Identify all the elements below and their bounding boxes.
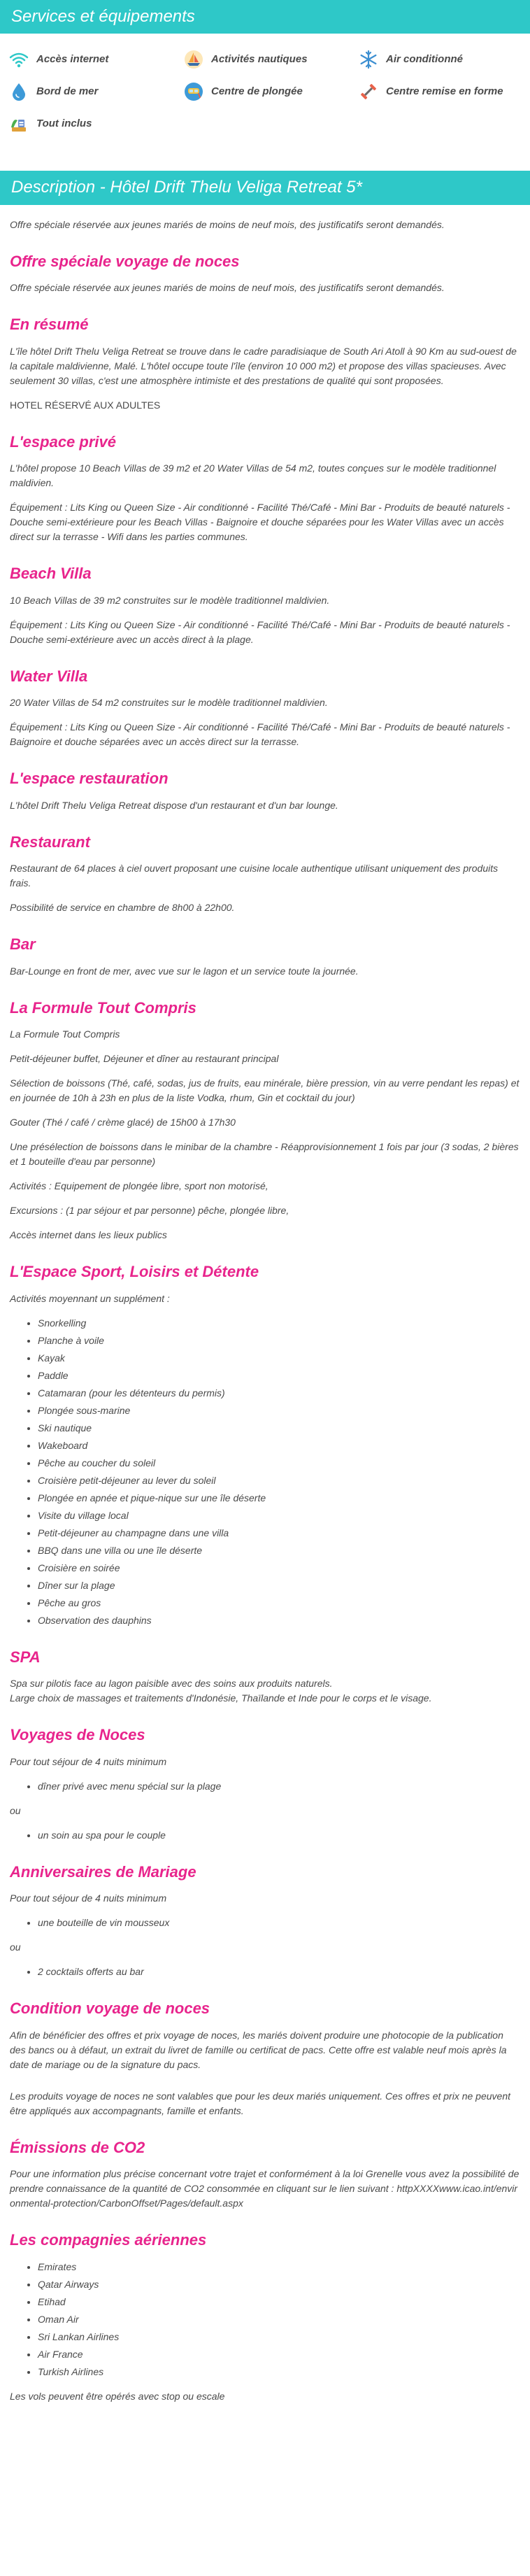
co2-text: Pour une information plus précise concernant votre trajet et conformément à la loi Grenelle vous avez la possibilité de prendre connaissance de la quantité de CO2 consommée en cliquant sur le lien suivant : httpXXXXwww.icao.int/environmental-protection/CarbonOffset/Pages/default.aspx: [10, 2168, 520, 2209]
noces-text: Offre spéciale réservée aux jeunes mariés de moins de neuf mois, des justificatifs seront demandés.: [10, 282, 445, 294]
list-item: • Ski nautique: [38, 1421, 520, 1436]
prive-equip: Équipement : Lits King ou Queen Size - Air conditionné - Facilité Thé/Café - Mini Bar - Produits de beauté naturels - Douche semi-extérieure pour les Beach Villas - Baignoire et douche séparées pour les Water Villas avec un accès direct sur la terrasse - Wifi dans les parties communes.: [10, 502, 510, 543]
list-item: • Observation des dauphins: [38, 1613, 520, 1628]
compagnies-list: [10, 2260, 520, 2379]
water-drop-icon: [7, 80, 31, 104]
bar-text: Bar-Lounge en front de mer, avec vue sur le lagon et un service toute la journée.: [10, 965, 359, 977]
formule-p7: Excursions : (1 par séjour et par personne) pêche, plongée libre,: [10, 1205, 289, 1217]
list-item: • Planche à voile: [38, 1333, 520, 1348]
prive-text: L'hôtel propose 10 Beach Villas de 39 m2 et 20 Water Villas de 54 m2, toutes conçues sur le modèle traditionnel maldivien.: [10, 462, 496, 489]
water-text: 20 Water Villas de 54 m2 construites sur le modèle traditionnel maldivien.: [10, 697, 328, 709]
list-item: • Wakeboard: [38, 1438, 520, 1453]
all-inclusive-icon: [7, 112, 31, 136]
service-label: Bord de mer: [36, 85, 99, 98]
condition-p2: Les produits voyage de noces ne sont valables que pour les deux mariés uniquement. Ces offres et prix ne peuvent être appliqués aux accompagnants, famille et enfants.: [10, 2090, 510, 2116]
list-item: • BBQ dans une villa ou une île déserte: [38, 1543, 520, 1558]
formule-p1: La Formule Tout Compris: [10, 1028, 120, 1040]
service-bord-de-mer: [7, 80, 182, 104]
resume-text: L'île hôtel Drift Thelu Veliga Retreat se trouve dans le cadre paradisiaque de South Ari Atoll à 90 Km au sud-ouest de la capitale maldivienne, Malé. L'hôtel occupe toute l'île (environ 10 000 m2) et propose des villas spacieuses. Avec seulement 30 villas, c'est une atmosphère intimiste et des prestations de qualité qui sont proposées.: [10, 345, 517, 386]
section-title-sport: L'Espace Sport, Loisirs et Détente: [10, 1263, 259, 1281]
list-item: • Dîner sur la plage: [38, 1578, 520, 1593]
list-item: • 2 cocktails offerts au bar: [38, 1965, 520, 1979]
spa-line2: Large choix de massages et traitements d'Indonésie, Thaïlande et Inde pour le corps et le visage.: [10, 1692, 432, 1704]
list-item: • Oman Air: [38, 2312, 520, 2327]
list-item: • Air France: [38, 2347, 520, 2362]
compagnies-note: Les vols peuvent être opérés avec stop ou escale: [10, 2390, 225, 2402]
boat-icon: [182, 48, 206, 71]
condition-p1: Afin de bénéficier des offres et prix voyage de noces, les mariés doivent produire une photocopie de la publication des bancs ou à défaut, un extrait du livret de famille ou certificat de pacs. Cette offre est valable neuf mois après la date de mariage ou de la signature du pacs.: [10, 2029, 507, 2070]
formule-p5: Une présélection de boissons dans le minibar de la chambre - Réapprovisionnement 1 fois par jour (3 sodas, 2 bières et 1 bouteille d'eau par personne): [10, 1141, 519, 1168]
section-title-voyages: Voyages de Noces: [10, 1726, 145, 1744]
restaurant-service: Possibilité de service en chambre de 8h00 à 22h00.: [10, 902, 235, 914]
voyages-ou: ou: [10, 1804, 21, 1816]
formule-p8: Accès internet dans les lieux publics: [10, 1229, 167, 1241]
section-title-resume: En résumé: [10, 316, 89, 334]
service-internet: [7, 48, 182, 71]
list-item: • Qatar Airways: [38, 2277, 520, 2292]
formule-p2: Petit-déjeuner buffet, Déjeuner et dîner au restaurant principal: [10, 1053, 279, 1065]
section-title-compagnies: Les compagnies aériennes: [10, 2231, 207, 2249]
anniv-ou: ou: [10, 1941, 21, 1953]
section-title-restaurant: Restaurant: [10, 833, 90, 851]
service-tout-inclus: [7, 112, 182, 136]
list-item: • Snorkelling: [38, 1316, 520, 1331]
beach-text: 10 Beach Villas de 39 m2 construites sur le modèle traditionnel maldivien.: [10, 594, 330, 606]
wifi-icon: [7, 48, 31, 71]
section-title-water: Water Villa: [10, 667, 88, 685]
service-label: Activités nautiques: [211, 53, 308, 66]
section-title-spa: SPA: [10, 1648, 41, 1666]
water-equip: Équipement : Lits King ou Queen Size - Air conditionné - Facilité Thé/Café - Mini Bar - Produits de beauté naturels - Baignoire et douche séparées avec un accès direct sur la terrasse.: [10, 721, 510, 748]
anniv-list-1: [10, 1916, 520, 1930]
service-label: Centre de plongée: [211, 85, 303, 98]
description-header: Description - Hôtel Drift Thelu Veliga Retreat 5*: [0, 171, 530, 204]
formule-p3: Sélection de boissons (Thé, café, sodas, jus de fruits, eau minérale, bière pression, vin au verre pendant les repas) et en journée de 10h à 23h en plus de la liste Vodka, rhum, Gin et cocktail du jour): [10, 1077, 520, 1104]
list-item: • Pêche au coucher du soleil: [38, 1456, 520, 1471]
list-item: • dîner privé avec menu spécial sur la plage: [38, 1779, 520, 1794]
formule-p4: Gouter (Thé / café / crème glacé) de 15h00 à 17h30: [10, 1117, 236, 1128]
dumbbell-icon: [357, 80, 380, 104]
services-header: Services et équipements: [0, 0, 530, 34]
list-item: • Etihad: [38, 2295, 520, 2309]
services-grid: [7, 48, 519, 136]
diving-icon: [182, 80, 206, 104]
formule-p6: Activités : Equipement de plongée libre, sport non motorisé,: [10, 1180, 268, 1192]
service-remise-en-forme: [357, 80, 523, 104]
list-item: • Paddle: [38, 1368, 520, 1383]
list-item: • Catamaran (pour les détenteurs du permis): [38, 1386, 520, 1401]
section-title-formule: La Formule Tout Compris: [10, 998, 196, 1017]
list-item: • Kayak: [38, 1351, 520, 1366]
service-label: Air conditionné: [386, 53, 463, 66]
sport-list: [10, 1316, 520, 1628]
voyages-list-2: [10, 1828, 520, 1843]
section-title-noces: Offre spéciale voyage de noces: [10, 252, 240, 270]
list-item: • Plongée en apnée et pique-nique sur une île déserte: [38, 1491, 520, 1506]
voyages-list-1: [10, 1779, 520, 1794]
service-nautique: [182, 48, 357, 71]
list-item: • Turkish Airlines: [38, 2365, 520, 2379]
service-clim: [357, 48, 523, 71]
beach-equip: Équipement : Lits King ou Queen Size - Air conditionné - Facilité Thé/Café - Mini Bar - Produits de beauté naturels - Douche semi-extérieure avec un accès direct à la plage.: [10, 618, 510, 645]
section-title-bar: Bar: [10, 935, 36, 954]
list-item: • Emirates: [38, 2260, 520, 2274]
description-intro: Offre spéciale réservée aux jeunes mariés de moins de neuf mois, des justificatifs seront demandés.: [10, 218, 445, 230]
list-item: • Visite du village local: [38, 1508, 520, 1523]
snowflake-icon: [357, 48, 380, 71]
services-section: [0, 34, 530, 143]
section-title-anniversaires: Anniversaires de Mariage: [10, 1862, 196, 1881]
resume-note: HOTEL RÉSERVÉ AUX ADULTES: [10, 399, 161, 411]
section-title-co2: Émissions de CO2: [10, 2138, 145, 2156]
sport-intro: Activités moyennant un supplément :: [10, 1292, 170, 1304]
list-item: • une bouteille de vin mousseux: [38, 1916, 520, 1930]
section-title-condition: Condition voyage de noces: [10, 2000, 210, 2018]
service-label: Centre remise en forme: [386, 85, 503, 98]
list-item: • un soin au spa pour le couple: [38, 1828, 520, 1843]
description-content: [0, 205, 530, 2404]
section-title-prive: L'espace privé: [10, 432, 116, 451]
list-item: • Plongée sous-marine: [38, 1403, 520, 1418]
voyages-intro: Pour tout séjour de 4 nuits minimum: [10, 1755, 167, 1767]
list-item: • Croisière petit-déjeuner au lever du soleil: [38, 1473, 520, 1488]
service-label: Tout inclus: [36, 118, 92, 130]
service-plongee: [182, 80, 357, 104]
anniv-intro: Pour tout séjour de 4 nuits minimum: [10, 1892, 167, 1904]
list-item: • Petit-déjeuner au champagne dans une villa: [38, 1526, 520, 1541]
list-item: • Sri Lankan Airlines: [38, 2330, 520, 2344]
service-label: Accès internet: [36, 53, 109, 66]
section-title-restauration: L'espace restauration: [10, 770, 169, 788]
spa-line1: Spa sur pilotis face au lagon paisible avec des soins aux produits naturels.: [10, 1678, 333, 1690]
restaurant-text: Restaurant de 64 places à ciel ouvert proposant une cuisine locale authentique utilisant uniquement des produits frais.: [10, 863, 499, 889]
list-item: • Croisière en soirée: [38, 1561, 520, 1576]
list-item: • Pêche au gros: [38, 1596, 520, 1611]
restauration-text: L'hôtel Drift Thelu Veliga Retreat dispose d'un restaurant et d'un bar lounge.: [10, 799, 338, 811]
anniv-list-2: [10, 1965, 520, 1979]
section-title-beach: Beach Villa: [10, 565, 92, 583]
